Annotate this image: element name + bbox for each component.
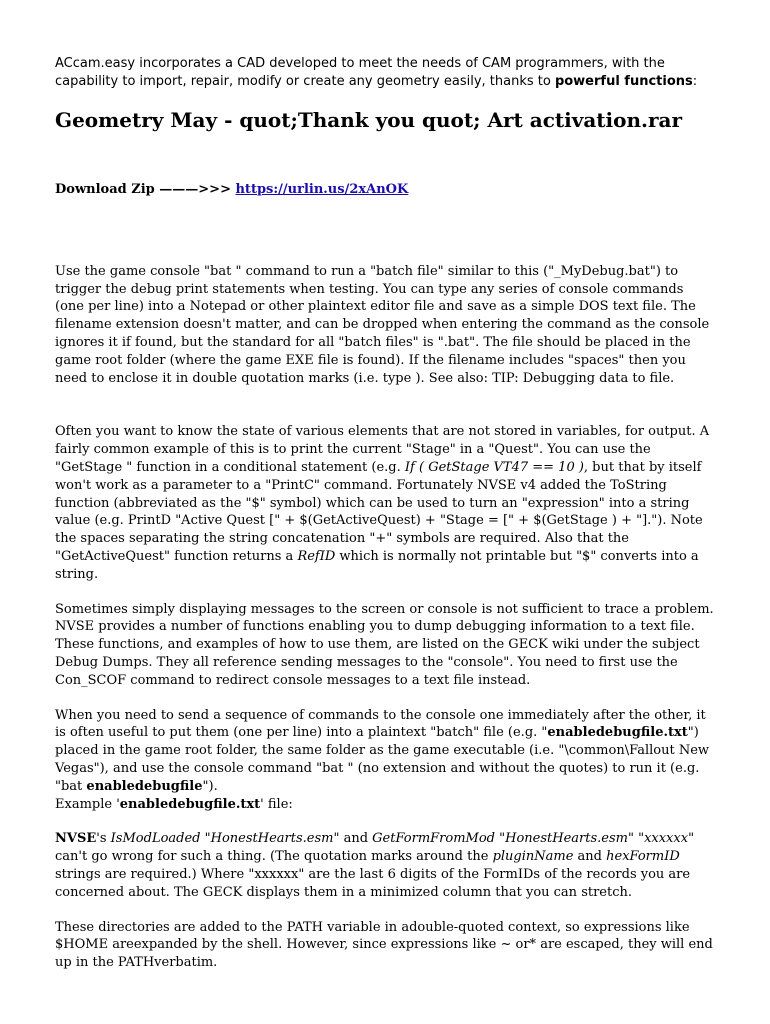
text-span: " " bbox=[627, 831, 645, 847]
text-span: strings are required.) Where "xxxxxx" are the last 6 digits of the FormIDs of the records you are concerned about. The GECK displays them in a minimized column that you can stretch. bbox=[55, 866, 691, 900]
italic-pluginname: pluginName bbox=[492, 849, 574, 865]
italic-hexformid: hexFormID bbox=[606, 849, 680, 865]
italic-formid: xxxxxx bbox=[644, 831, 689, 847]
text-span: 's bbox=[96, 831, 111, 847]
text-span: which is normally not printable but "$" converts into a string. bbox=[55, 548, 699, 582]
italic-plugin: HonestHearts.esm bbox=[505, 831, 628, 847]
paragraph-batch-file: Use the game console "bat " command to run a "batch file" similar to this ("_MyDebug.bat") to trigger the debug print statements when testing. You can type any series of console commands (one per line) into a Notepad or other plaintext editor file and save as a simple DOS text file. The filename extension doesn't matter, and can be dropped when entering the command as the console ignores it if found, but the standard for all "batch files" is ".bat". The file should be placed in the game root folder (where the game EXE file is found). If the filename includes "spaces" then you need to enclose it in double quotation marks (i.e. type ). See also: TIP: Debugging data to file. bbox=[55, 263, 710, 386]
paragraph-debug-dumps: Sometimes simply displaying messages to the screen or console is not sufficient to trace a problem. NVSE provides a number of functions enabling you to dump debugging information to a text file. These functions, and examples of how to use them, are listed on the GECK wiki under the subject Debug Dumps. They all reference sending messages to the "console". You need to first use the Con_SCOF command to redirect console messages to a text file instead. bbox=[55, 601, 714, 688]
text-span: " and bbox=[333, 831, 373, 847]
paragraph-path: These directories are added to the PATH variable in adouble-quoted context, so expressions like $HOME areexpanded by the shell. However, since expressions like ~ or* are escaped, they will end up in the PATHverbatim. bbox=[55, 919, 713, 971]
paragraph-batch-sequence bbox=[55, 707, 715, 814]
text-span: Example ' bbox=[55, 796, 120, 812]
italic-plugin: HonestHearts.esm bbox=[210, 831, 334, 847]
bold-command: enabledebugfile bbox=[86, 778, 203, 794]
paragraph-getstage bbox=[55, 423, 715, 583]
text-span: " bbox=[200, 831, 211, 847]
italic-refid: RefID bbox=[297, 548, 336, 564]
intro-end: : bbox=[692, 73, 698, 89]
intro-bold-text: powerful functions bbox=[554, 73, 693, 89]
download-link[interactable]: https://urlin.us/2xAnOK bbox=[235, 182, 409, 197]
text-span: ' file: bbox=[260, 796, 293, 812]
paragraph-nvse bbox=[55, 830, 715, 901]
text-span: " bbox=[495, 831, 506, 847]
text-span: "). bbox=[202, 778, 218, 794]
text-span: and bbox=[573, 849, 607, 865]
text-span: , but that by itself won't work as a parameter to a "PrintC" command. Fortunately NVSE v4 added the ToString function (abbreviated as the "$" symbol) which can be used to turn an "expression" into a string value (e.g. PrintD "Active Quest [" + $(GetActiveQuest) + "Stage = [" + $(GetStage ) + "]."). Note the spaces separating the string concatenation "+" symbols are required. Also that the "GetActiveQuest" function returns a bbox=[55, 459, 703, 564]
text-span: When you need to send a sequence of commands to the console one immediately after the other, it is often useful to put them (one per line) into a plaintext "batch" file (e.g. " bbox=[55, 707, 706, 741]
bold-example-filename: enabledebugfile.txt bbox=[119, 796, 261, 812]
page-title: Geometry May - quot;Thank you quot; Art activation.rar bbox=[55, 108, 683, 132]
bold-nvse: NVSE bbox=[55, 831, 97, 847]
intro-paragraph bbox=[55, 55, 715, 90]
text-span: " can't go wrong for such a thing. (The quotation marks around the bbox=[55, 831, 695, 865]
bold-filename: enabledebugfile.txt bbox=[547, 725, 688, 741]
intro-text: ACcam.easy incorporates a CAD developed to meet the needs of CAM programmers, with the capability to import, repair, modify or create any geometry easily, thanks to bbox=[55, 56, 665, 89]
document-page bbox=[55, 55, 715, 972]
italic-function: GetFormFromMod bbox=[372, 831, 495, 847]
download-line bbox=[55, 181, 715, 199]
italic-function: IsModLoaded bbox=[110, 831, 201, 847]
text-span: ") placed in the game root folder, the same folder as the game executable (i.e. "\common\Fallout New Vegas"), and use the console command "bat " (no extension and without the quotes) to run it (e.g. "bat bbox=[55, 725, 710, 794]
text-span: Often you want to know the state of various elements that are not stored in variables, for output. A fairly common example of this is to print the current "Stage" in a "Quest". You can use the "GetStage " function in a conditional statement (e.g. bbox=[55, 424, 710, 475]
download-label: Download Zip ———>>> bbox=[55, 182, 236, 197]
italic-code: If ( GetStage VT47 == 10 ) bbox=[404, 459, 584, 475]
